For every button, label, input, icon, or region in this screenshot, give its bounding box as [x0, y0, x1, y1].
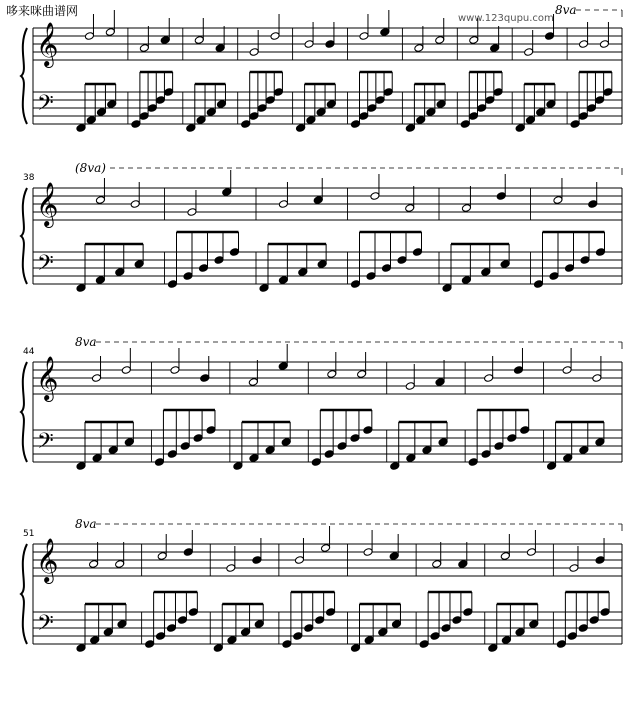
measure-number: 44: [23, 347, 35, 357]
ottava-marking: (8va): [75, 161, 106, 175]
system-4: [21, 517, 622, 652]
system-3: [21, 335, 622, 470]
ottava-marking: 8va: [75, 517, 97, 531]
grand-staff-brace: [21, 362, 27, 462]
site-url-right: www.123qupu.com: [458, 13, 554, 24]
treble-clef-icon: 𝄞: [36, 356, 59, 400]
ottava-marking: 8va: [75, 335, 97, 349]
site-title-left: 哆来咪曲谱网: [6, 4, 79, 18]
bass-clef-icon: 𝄢: [37, 251, 54, 281]
system-2: [21, 161, 622, 292]
grand-staff-brace: [21, 544, 27, 644]
system-1: [21, 3, 622, 132]
measure-number: 38: [23, 173, 35, 183]
bass-clef-icon: 𝄢: [37, 91, 54, 121]
bass-clef-icon: 𝄢: [37, 429, 54, 459]
treble-clef-icon: 𝄞: [36, 182, 59, 226]
measure-number: 51: [23, 529, 35, 539]
treble-clef-icon: 𝄞: [36, 22, 59, 66]
grand-staff-brace: [21, 28, 27, 124]
bass-clef-icon: 𝄢: [37, 611, 54, 641]
ottava-marking: 8va: [555, 3, 577, 17]
grand-staff-brace: [21, 188, 27, 284]
treble-clef-icon: 𝄞: [36, 538, 59, 582]
